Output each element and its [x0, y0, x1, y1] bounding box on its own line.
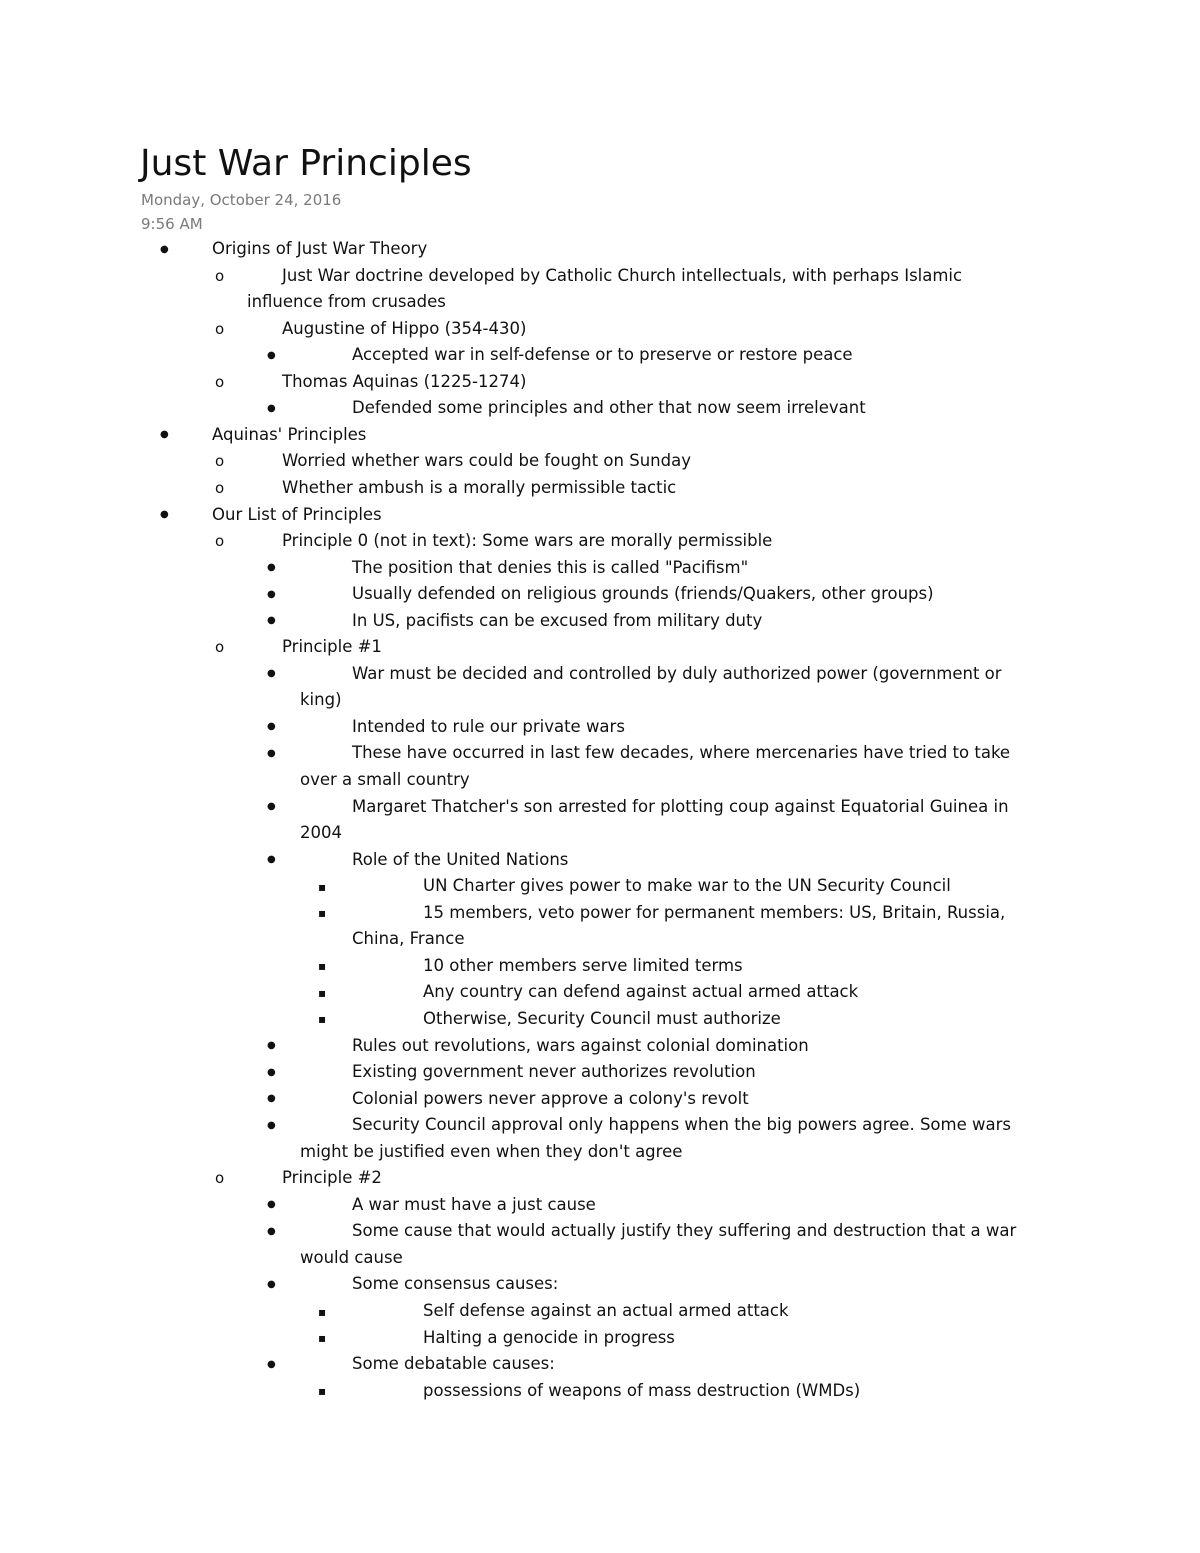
outline-item-text: In US, pacifists can be excused from military duty: [352, 610, 763, 630]
bullet-icon: [160, 422, 169, 449]
outline-item-text: Security Council approval only happens when the big powers agree. Some wars: [352, 1115, 1011, 1135]
outline-item-text: Any country can defend against actual armed attack: [423, 982, 859, 1002]
circle-bullet-icon: [215, 369, 224, 395]
outline-item-text: Defended some principles and other that now seem irrelevant: [352, 398, 866, 418]
outline-item-text: Colonial powers never approve a colony's revolt: [352, 1088, 749, 1108]
bullet-icon: [267, 342, 276, 369]
outline-item-text: Just War doctrine developed by Catholic Church intellectuals, with perhaps Islamic: [282, 265, 963, 285]
outline-item-text: Halting a genocide in progress: [423, 1327, 675, 1347]
outline-item-text: Accepted war in self-defense or to preserve or restore peace: [352, 345, 853, 365]
bullet-icon: [160, 502, 169, 529]
outline-item-text: Aquinas' Principles: [212, 424, 367, 444]
outline-item-text: Principle 0 (not in text): Some wars are morally permissible: [282, 531, 773, 551]
outline-item-text: Self defense against an actual armed attack: [423, 1301, 789, 1320]
outline-item-text: might be justified even when they don't agree: [300, 1141, 683, 1161]
square-bullet-icon: [318, 1325, 326, 1352]
outline-item-text: Worried whether wars could be fought on Sunday: [282, 451, 691, 471]
outline-item-text: Some debatable causes:: [352, 1354, 555, 1374]
bullet-icon: [267, 1351, 276, 1378]
outline-item-text: China, France: [352, 929, 465, 949]
square-bullet-icon: [318, 953, 326, 980]
square-bullet-icon: [318, 1298, 326, 1325]
page-title: Just War Principles: [140, 143, 472, 184]
outline-item-text: Some consensus causes:: [352, 1274, 559, 1294]
outline-item-text: Otherwise, Security Council must authorize: [423, 1008, 781, 1028]
outline-item-text: Origins of Just War Theory: [212, 239, 428, 258]
outline-item-text: Some cause that would actually justify they suffering and destruction that a war: [352, 1221, 1017, 1241]
bullet-icon: [267, 1086, 276, 1113]
square-bullet-icon: [318, 979, 326, 1006]
bullet-icon: [267, 1112, 276, 1139]
outline-item-text: Rules out revolutions, wars against colonial domination: [352, 1035, 809, 1055]
bullet-icon: [160, 236, 169, 263]
bullet-icon: [267, 1218, 276, 1245]
outline-item-text: over a small country: [300, 770, 470, 789]
bullet-icon: [267, 608, 276, 635]
square-bullet-icon: [318, 1378, 326, 1405]
bullet-icon: [267, 847, 276, 874]
outline-item-text: influence from crusades: [247, 292, 446, 312]
outline-item-text: 2004: [300, 823, 342, 843]
square-bullet-icon: [318, 873, 326, 900]
circle-bullet-icon: [215, 263, 224, 289]
outline-item-text: War must be decided and controlled by duly authorized power (government or: [352, 663, 1002, 683]
note-time: 9:56 AM: [141, 215, 203, 233]
outline-item-text: Principle #1: [282, 637, 382, 657]
circle-bullet-icon: [215, 448, 224, 474]
square-bullet-icon: [318, 900, 326, 927]
bullet-icon: [267, 395, 276, 422]
outline-item-text: UN Charter gives power to make war to the UN Security Council: [423, 876, 951, 896]
outline-item-text: Intended to rule our private wars: [352, 716, 625, 736]
outline-item-text: Our List of Principles: [212, 504, 382, 524]
outline-item-text: Thomas Aquinas (1225-1274): [282, 371, 527, 391]
outline-item-text: Augustine of Hippo (354-430): [282, 318, 527, 338]
square-bullet-icon: [318, 1006, 326, 1033]
circle-bullet-icon: [215, 475, 224, 501]
outline-item-text: These have occurred in last few decades, where mercenaries have tried to take: [352, 743, 1011, 763]
bullet-icon: [267, 714, 276, 741]
circle-bullet-icon: [215, 1165, 224, 1191]
outline-item-text: A war must have a just cause: [352, 1194, 596, 1214]
outline-item-text: The position that denies this is called "Pacifism": [352, 557, 749, 577]
bullet-icon: [267, 740, 276, 767]
bullet-icon: [267, 1033, 276, 1060]
bullet-icon: [267, 794, 276, 821]
bullet-icon: [267, 1059, 276, 1086]
note-date: Monday, October 24, 2016: [141, 191, 342, 209]
circle-bullet-icon: [215, 528, 224, 554]
outline-item-text: Principle #2: [282, 1168, 382, 1188]
bullet-icon: [267, 1192, 276, 1219]
outline-item-text: Role of the United Nations: [352, 849, 569, 869]
outline-item-text: Usually defended on religious grounds (friends/Quakers, other groups): [352, 584, 934, 604]
outline-item-text: Margaret Thatcher's son arrested for plotting coup against Equatorial Guinea in: [352, 796, 1009, 816]
outline-item-text: Existing government never authorizes revolution: [352, 1062, 756, 1082]
outline-item-text: would cause: [300, 1247, 403, 1267]
circle-bullet-icon: [215, 634, 224, 660]
outline-item-text: king): [300, 690, 342, 710]
outline-item-text: 10 other members serve limited terms: [423, 955, 743, 975]
bullet-icon: [267, 661, 276, 688]
bullet-icon: [267, 555, 276, 582]
outline-item-text: Whether ambush is a morally permissible tactic: [282, 477, 677, 497]
bullet-icon: [267, 1271, 276, 1298]
bullet-icon: [267, 581, 276, 608]
outline-item-text: possessions of weapons of mass destruction (WMDs): [423, 1380, 861, 1400]
circle-bullet-icon: [215, 316, 224, 342]
outline-item-text: 15 members, veto power for permanent members: US, Britain, Russia,: [423, 902, 1006, 922]
